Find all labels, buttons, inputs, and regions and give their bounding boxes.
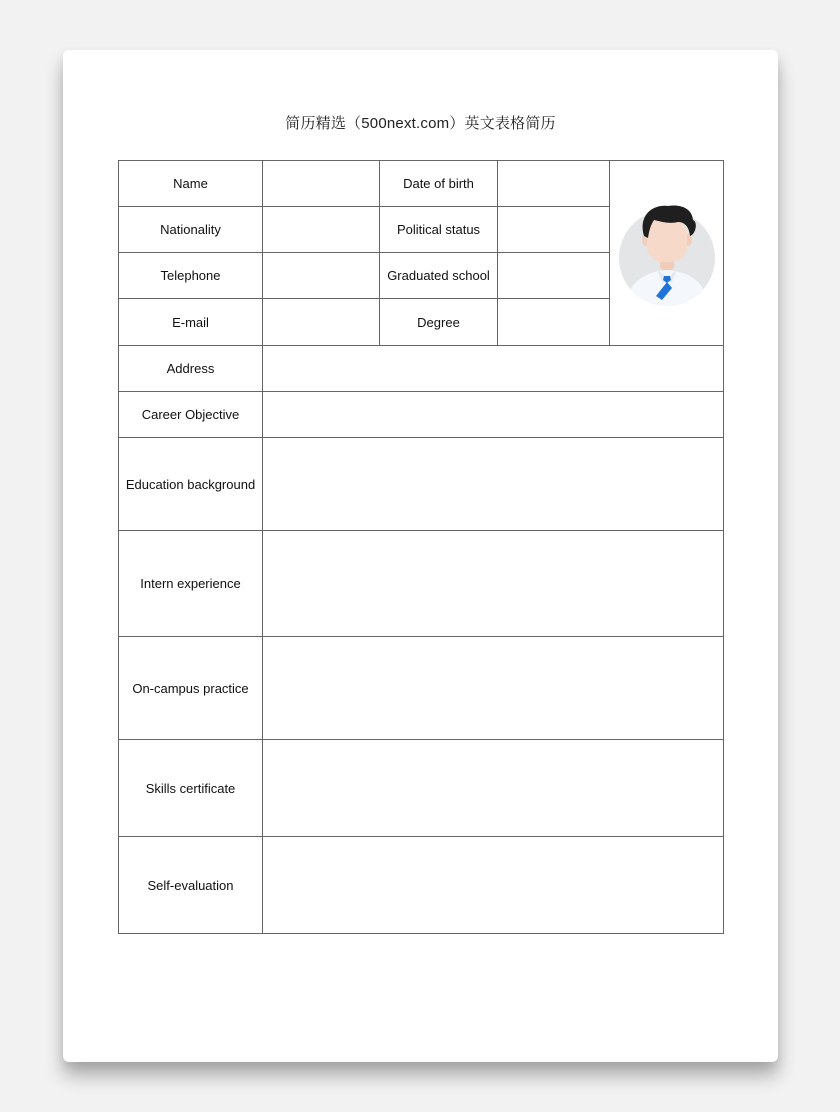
document-title: 简历精选（500next.com）英文表格简历 xyxy=(285,115,556,132)
resume-page xyxy=(63,50,778,1062)
skills-certificate-label: Skills certificate xyxy=(119,740,263,837)
table-row xyxy=(119,392,724,438)
avatar-icon xyxy=(618,200,716,306)
degree-label: Degree xyxy=(380,299,498,346)
on-campus-practice-label: On-campus practice xyxy=(119,637,263,740)
self-evaluation-label: Self-evaluation xyxy=(119,837,263,934)
table-row xyxy=(119,346,724,392)
date-of-birth-value-cell[interactable] xyxy=(498,161,610,207)
table-row xyxy=(119,637,724,740)
address-label: Address xyxy=(119,346,263,392)
email-label: E-mail xyxy=(119,299,263,346)
date-of-birth-label: Date of birth xyxy=(380,161,498,207)
nationality-value-cell[interactable] xyxy=(263,207,380,253)
skills-certificate-value-cell[interactable] xyxy=(263,740,724,837)
resume-table xyxy=(118,160,724,934)
self-evaluation-value-cell[interactable] xyxy=(263,837,724,934)
on-campus-practice-value-cell[interactable] xyxy=(263,637,724,740)
graduated-school-value-cell[interactable] xyxy=(498,253,610,299)
intern-experience-label: Intern experience xyxy=(119,531,263,637)
career-objective-value-cell[interactable] xyxy=(263,392,724,438)
political-status-value-cell[interactable] xyxy=(498,207,610,253)
degree-value-cell[interactable] xyxy=(498,299,610,346)
intern-experience-value-cell[interactable] xyxy=(263,531,724,637)
nationality-label: Nationality xyxy=(119,207,263,253)
name-value-cell[interactable] xyxy=(263,161,380,207)
telephone-label: Telephone xyxy=(119,253,263,299)
email-value-cell[interactable] xyxy=(263,299,380,346)
political-status-label: Political status xyxy=(380,207,498,253)
table-row xyxy=(119,438,724,531)
education-background-value-cell[interactable] xyxy=(263,438,724,531)
education-background-label: Education background xyxy=(119,438,263,531)
graduated-school-label: Graduated school xyxy=(380,253,498,299)
telephone-value-cell[interactable] xyxy=(263,253,380,299)
table-row xyxy=(119,837,724,934)
name-label: Name xyxy=(119,161,263,207)
table-row xyxy=(119,740,724,837)
table-row xyxy=(119,161,724,207)
career-objective-label: Career Objective xyxy=(119,392,263,438)
address-value-cell[interactable] xyxy=(263,346,724,392)
table-row xyxy=(119,531,724,637)
photo-cell[interactable] xyxy=(610,161,724,346)
